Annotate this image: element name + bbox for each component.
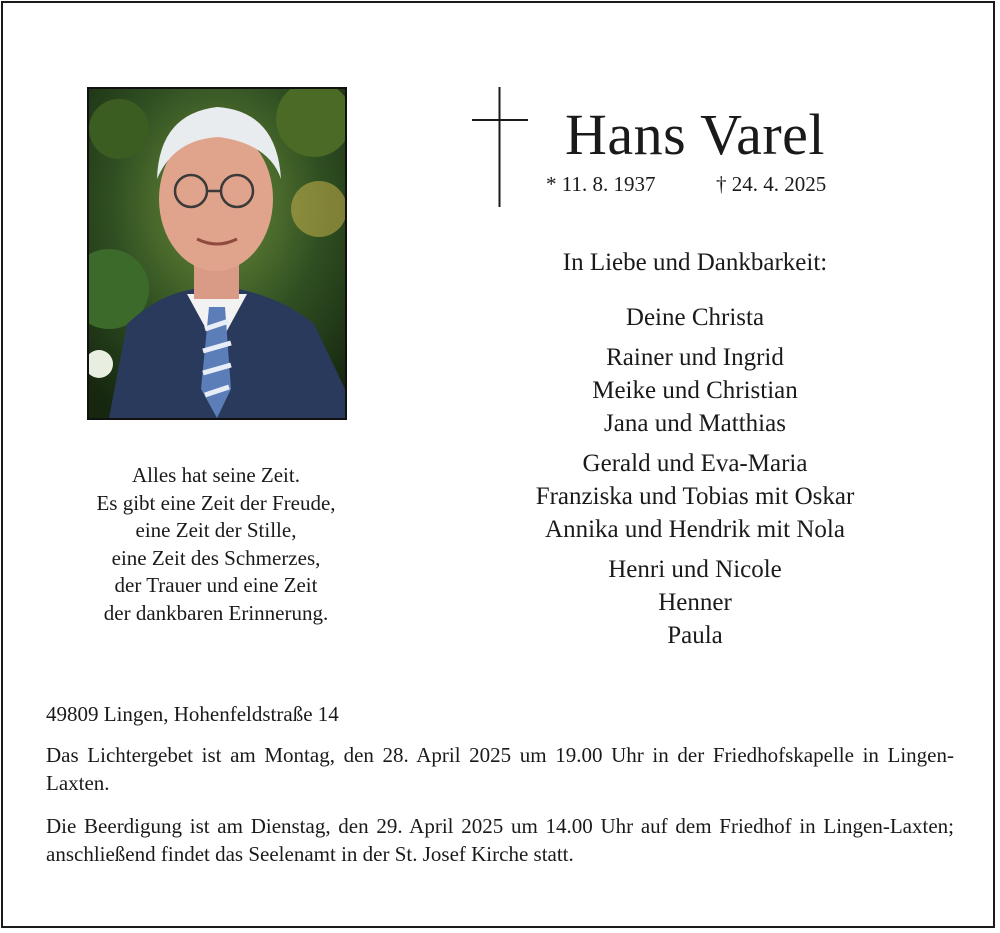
mourner-name: Deine Christa [625, 304, 765, 331]
poem-line: Es gibt eine Zeit der Freude, [96, 490, 336, 515]
funeral-info: Die Beerdigung ist am Dienstag, den 29. April 2025 um 14.00 Uhr auf dem Friedhof in Lingen-Laxten; anschließend findet das Seelenamt in der St. Josef Kirche statt. [46, 814, 954, 866]
mourner-name: Franziska und Tobias mit Oskar [535, 483, 855, 510]
poem-line: eine Zeit der Stille, [135, 518, 297, 542]
birth-date: * 11. 8. 1937 [546, 172, 656, 196]
death-date: † 24. 4. 2025 [716, 172, 827, 196]
dedication-line: In Liebe und Dankbarkeit: [562, 249, 828, 276]
mourners-group [440, 553, 950, 652]
mourners-group [440, 341, 950, 440]
poem-line: Alles hat seine Zeit. [132, 463, 300, 487]
mourner-name: Henri und Nicole [608, 556, 782, 583]
family-address: 49809 Lingen, Hohenfeldstraße 14 [46, 702, 339, 726]
mourners-list [440, 301, 950, 659]
mourner-name: Meike und Christian [592, 377, 798, 404]
poem-line: der Trauer und eine Zeit [114, 573, 318, 597]
poem-line: eine Zeit des Schmerzes, [111, 545, 321, 570]
mourner-name: Gerald und Eva-Maria [582, 450, 808, 477]
prayer-service-info: Das Lichtergebet ist am Montag, den 28. April 2025 um 19.00 Uhr in der Friedhofskapelle in Lingen-Laxten. [46, 743, 954, 795]
portrait-photo [87, 87, 347, 420]
latin-cross-icon [472, 87, 528, 207]
mourner-name: Annika und Hendrik mit Nola [545, 516, 845, 543]
poem-line: der dankbaren Erinnerung. [103, 600, 329, 625]
deceased-name: Hans Varel [564, 102, 826, 167]
mourner-name: Henner [658, 589, 732, 616]
mourner-name: Jana und Matthias [604, 410, 786, 437]
mourners-group [440, 447, 950, 546]
mourner-name: Rainer und Ingrid [606, 344, 784, 371]
mourner-name: Paula [667, 622, 723, 649]
memorial-poem [60, 462, 372, 627]
mourners-group [440, 301, 950, 334]
